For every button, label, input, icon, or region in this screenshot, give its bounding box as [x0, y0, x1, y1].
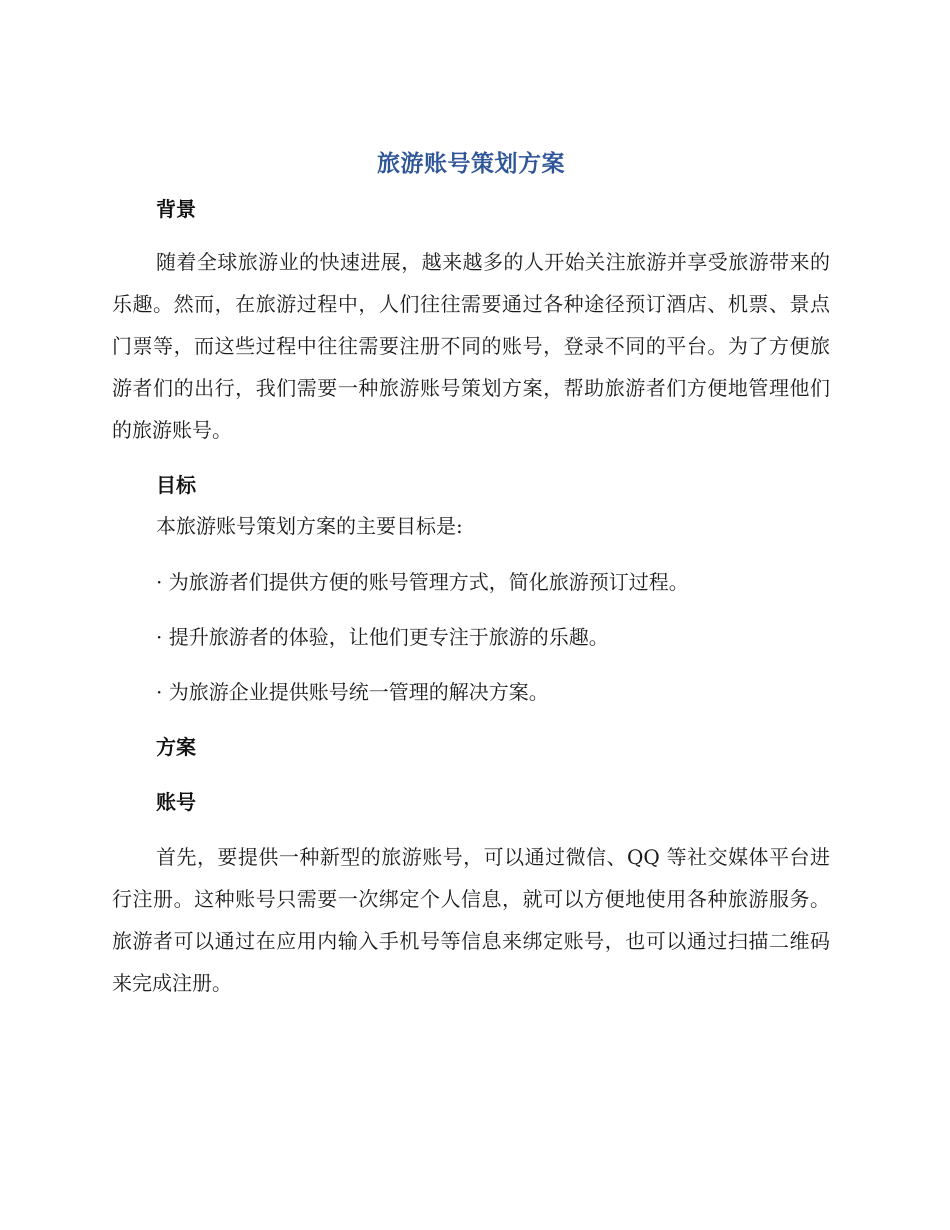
goal-bullet: · 为旅游企业提供账号统一管理的解决方案。 — [156, 680, 549, 704]
background-paragraph: 随着全球旅游业的快速进展，越来越多的人开始关注旅游并享受旅游带来的乐趣。然而，在旅游过程中，人们往往需要通过各种途径预订酒店、机票、景点门票等，而这些过程中往往需要注册不同的账号，登录不同的平台。为了方便旅游者们的出行，我们需要一种旅游账号策划方案，帮助旅游者们方便地管理他们的旅游账号。 — [112, 250, 830, 442]
goal-bullet: · 为旅游者们提供方便的账号管理方式，简化旅游预订过程。 — [156, 570, 689, 594]
subsection-heading-account: 账号 — [156, 790, 196, 814]
goal-intro: 本旅游账号策划方案的主要目标是: — [156, 514, 463, 538]
section-heading-plan: 方案 — [156, 735, 196, 759]
account-paragraph: 首先，要提供一种新型的旅游账号，可以通过微信、QQ 等社交媒体平台进行注册。这种账号只需要一次绑定个人信息，就可以方便地使用各种旅游服务。旅游者可以通过在应用内输入手机号等信息来绑定账号，也可以通过扫描二维码来完成注册。 — [112, 845, 830, 995]
goal-bullet: · 提升旅游者的体验，让他们更专注于旅游的乐趣。 — [156, 625, 609, 649]
section-heading-background: 背景 — [156, 197, 196, 221]
document-body — [112, 146, 830, 1004]
section-heading-goal: 目标 — [156, 473, 196, 497]
document-title: 旅游账号策划方案 — [377, 151, 565, 177]
